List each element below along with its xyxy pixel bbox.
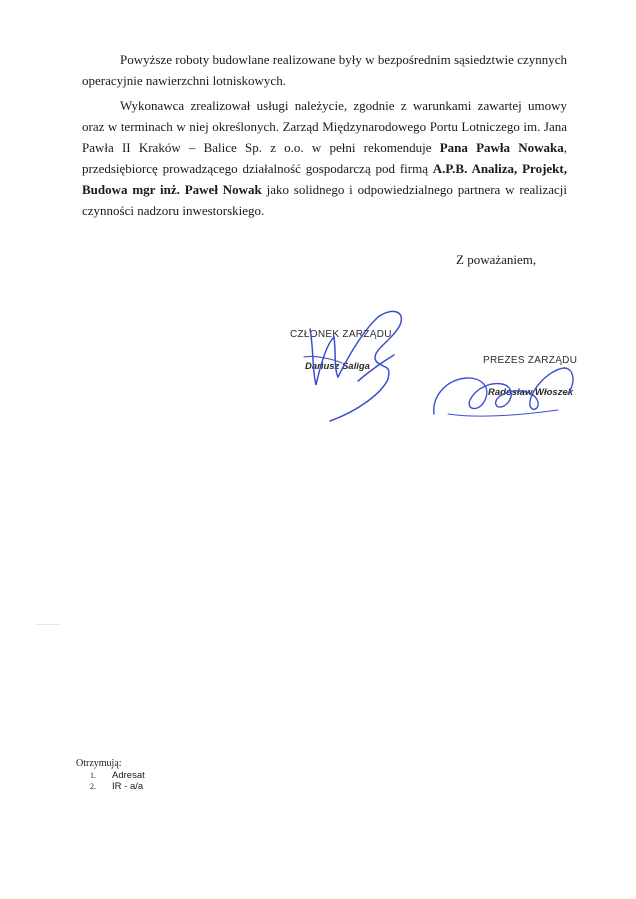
- stamp-2-title: PREZES ZARZĄDU: [483, 355, 578, 366]
- list-item: [76, 770, 145, 781]
- stamp-1-name: Dariusz Saliga: [305, 361, 370, 372]
- list-item: [76, 781, 145, 792]
- list-item-label: Adresat: [112, 770, 145, 781]
- margin-mark: [36, 624, 60, 625]
- stamp-1-title: CZŁONEK ZARZĄDU: [290, 329, 392, 340]
- paragraph-2: [82, 95, 567, 221]
- stamp-2-name: Radosław Włoszek: [488, 387, 573, 398]
- signature-2: [430, 362, 580, 422]
- recipients-header: Otrzymują:: [76, 758, 122, 769]
- list-item-number: 2.: [90, 782, 96, 791]
- list-item-label: IR - a/a: [112, 781, 144, 792]
- paragraph-2-text-a: Wykonawca zrealizował usługi należycie, zgodnie z warunkami zawartej umowy oraz w terminach w niej określonych. Zarząd Międzynarodowego Portu Lotniczego im. Jana Pawła II Kraków – Balice Sp. z o.o. w pełni rekomenduje: [82, 98, 567, 155]
- paragraph-2-text-c: , przedsiębiorcę prowadzącego działalność gospodarczą pod firmą: [82, 140, 567, 176]
- company-name: A.P.B. Analiza, Projekt, Budowa mgr inż. Paweł Nowak: [82, 161, 567, 197]
- recommended-person: Pana Pawła Nowaka: [439, 140, 564, 155]
- signature-1: [296, 297, 416, 427]
- paragraph-2-text-e: jako solidnego i odpowiedzialnego partnera w realizacji czynności nadzoru inwestorskiego.: [82, 182, 567, 218]
- recipients-list: [76, 758, 145, 792]
- list-item-number: 1.: [90, 771, 96, 780]
- paragraph-1: Powyższe roboty budowlane realizowane były w bezpośrednim sąsiedztwie czynnych operacyjnie nawierzchni lotniskowych.: [82, 52, 567, 88]
- closing-salutation: Z poważaniem,: [456, 252, 537, 267]
